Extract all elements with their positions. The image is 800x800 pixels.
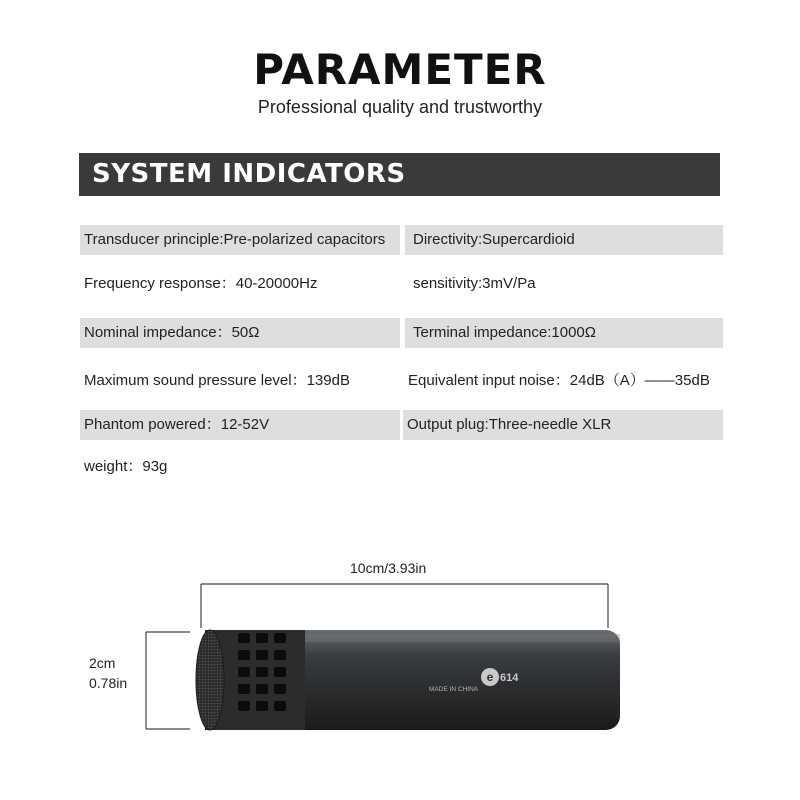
diameter-label-in: 0.78in <box>89 675 128 691</box>
svg-text:e: e <box>486 670 494 684</box>
spec-output-plug: Output plug:Three-needle XLR <box>403 410 723 440</box>
spec-directivity: Directivity:Supercardioid <box>405 225 723 255</box>
brand-logo <box>481 668 499 686</box>
page-title: PARAMETER <box>253 45 547 94</box>
section-banner-label: SYSTEM INDICATORS <box>92 159 406 189</box>
diameter-label-cm: 2cm <box>89 655 116 671</box>
page-subtitle: Professional quality and trustworthy <box>257 97 543 117</box>
spec-sensitivity: sensitivity:3mV/Pa <box>413 275 536 292</box>
spec-phantom-power: Phantom powered：12-52V <box>80 410 400 440</box>
spec-nominal-impedance: Nominal impedance：50Ω <box>80 318 400 348</box>
diameter-dimension-line <box>146 632 190 729</box>
microphone-body <box>196 630 620 730</box>
length-dimension-line <box>201 584 608 628</box>
spec-transducer: Transducer principle:Pre-polarized capacitors <box>80 225 400 255</box>
made-in-label: MADE IN CHINA <box>429 686 479 693</box>
length-label: 10cm/3.93in <box>350 560 427 576</box>
spec-max-spl: Maximum sound pressure level：139dB <box>84 372 350 389</box>
spec-frequency-response: Frequency response：40-20000Hz <box>84 275 318 292</box>
spec-weight: weight：93g <box>84 458 168 475</box>
model-label: 614 <box>500 672 519 684</box>
spec-terminal-impedance: Terminal impedance:1000Ω <box>405 318 723 348</box>
spec-input-noise: Equivalent input noise：24dB（A）——35dB <box>408 372 710 389</box>
